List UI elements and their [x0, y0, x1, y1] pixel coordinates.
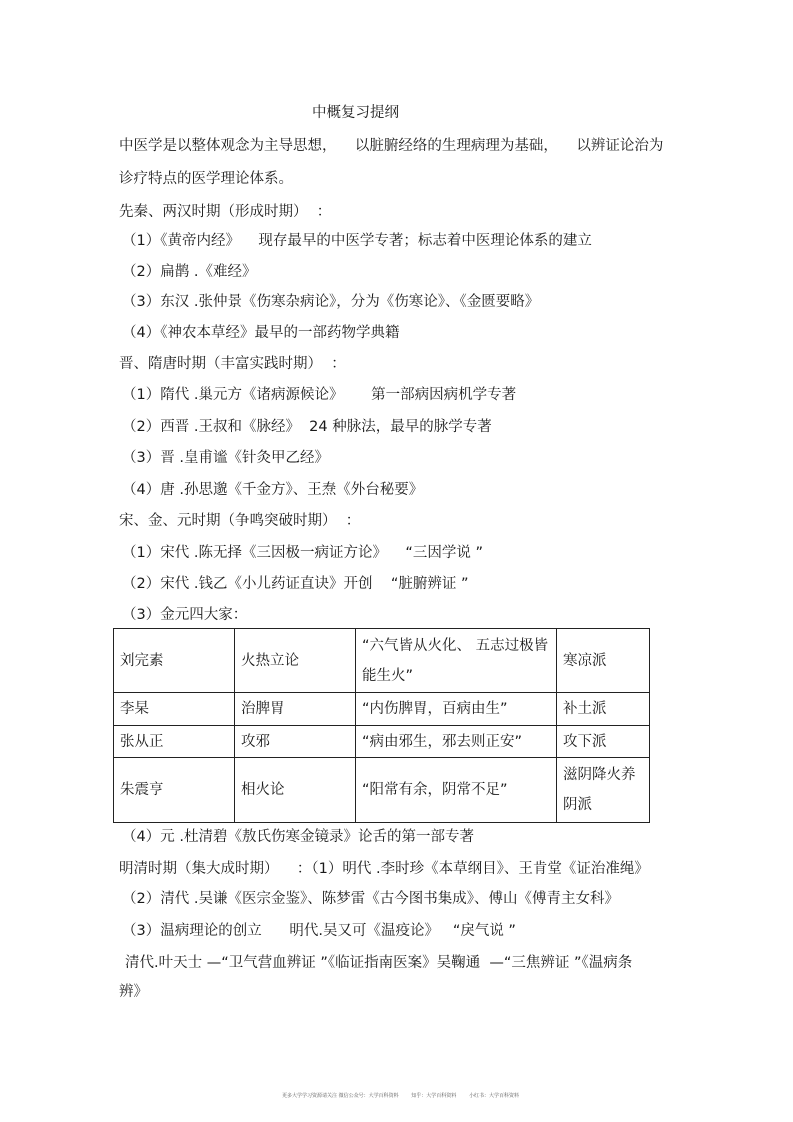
- list-item: （2）宋代 .钱乙《小儿药证直诀》开创 “脏腑辨证 ”: [122, 576, 469, 592]
- list-item: （2）西晋 .王叔和《脉经》 24 种脉法，最早的脉学专著: [122, 419, 492, 435]
- table-cell: 补土派: [557, 693, 650, 726]
- table-cell: 治脾胃: [235, 693, 356, 726]
- section-heading: 明清时期（集大成时期） ：（1）明代 .李时珍《本草纲目》、王肯堂《证治准绳》: [119, 861, 649, 877]
- doc-title: 中概复习提纲: [312, 105, 399, 121]
- section-heading: 晋、隋唐时期（丰富实践时期） ：: [119, 356, 346, 372]
- list-item: （3）晋 .皇甫谧《针灸甲乙经》: [122, 450, 329, 466]
- list-item: （3）东汉 .张仲景《伤寒杂病论》，分为《伤寒论》、《金匮要略》: [122, 294, 540, 310]
- table-cell: “六气皆从火化、 五志过极皆能生火”: [356, 629, 557, 693]
- table-cell: 滋阴降火养阴派: [557, 758, 650, 823]
- list-item: （1）宋代 .陈无择《三因极一病证方论》 “三因学说 ”: [122, 545, 484, 561]
- table-cell: 张从正: [114, 726, 235, 758]
- list-item: （3）金元四大家：: [122, 607, 248, 623]
- list-item: （4）《神农本草经》最早的一部药物学典籍: [122, 325, 400, 341]
- table-row: [114, 726, 650, 758]
- table-cell: 寒凉派: [557, 629, 650, 693]
- table-cell: 火热立论: [235, 629, 356, 693]
- list-item: 辨》: [119, 984, 148, 1000]
- table-row: [114, 629, 650, 693]
- intro-line: 诊疗特点的医学理论体系。: [119, 171, 293, 187]
- list-item: （2）扁鹊 .《难经》: [122, 264, 257, 280]
- list-item: （1）《黄帝内经》 现存最早的中医学专著；标志着中医理论体系的建立: [122, 233, 592, 249]
- table-row: [114, 693, 650, 726]
- table-cell: 相火论: [235, 758, 356, 823]
- section-heading: 先秦、两汉时期（形成时期） ：: [119, 204, 332, 220]
- table-row: [114, 758, 650, 823]
- list-item: （1）隋代 .巢元方《诸病源候论》 第一部病因病机学专著: [122, 387, 517, 403]
- four-masters-table: [113, 628, 650, 823]
- list-item: （4）元 .杜清碧《敖氏伤寒金镜录》论舌的第一部专著: [122, 829, 474, 845]
- list-item: 清代.叶天士 —“卫气营血辨证 ”《临证指南医案》吴鞠通 —“三焦辨证 ”《温病条: [125, 955, 633, 971]
- table-cell: “病由邪生，邪去则正安”: [356, 726, 557, 758]
- table-cell: 攻下派: [557, 726, 650, 758]
- table-cell: “内伤脾胃，百病由生”: [356, 693, 557, 726]
- list-item: （2）清代 .吴谦《医宗金鉴》、陈梦雷《古今图书集成》、傅山《傅青主女科》: [122, 891, 619, 907]
- list-item: （3）温病理论的创立 明代.吴又可《温疫论》 “戾气说 ”: [122, 923, 516, 939]
- section-heading: 宋、金、元时期（争鸣突破时期） ：: [119, 513, 361, 529]
- table-cell: 朱震亨: [114, 758, 235, 823]
- footer-note: 更多大学学习资源请关注 微信公众号：大学百科资料 知乎：大学百科资料 小红书：大学百科资料: [282, 1093, 520, 1099]
- intro-line: 中医学是以整体观念为主导思想， 以脏腑经络的生理病理为基础， 以辨证论治为: [119, 138, 664, 154]
- list-item: （4）唐 .孙思邈《千金方》、王焘《外台秘要》: [122, 482, 424, 498]
- table-cell: 攻邪: [235, 726, 356, 758]
- table-cell: 李杲: [114, 693, 235, 726]
- table-cell: 刘完素: [114, 629, 235, 693]
- table-cell: “阳常有余，阴常不足”: [356, 758, 557, 823]
